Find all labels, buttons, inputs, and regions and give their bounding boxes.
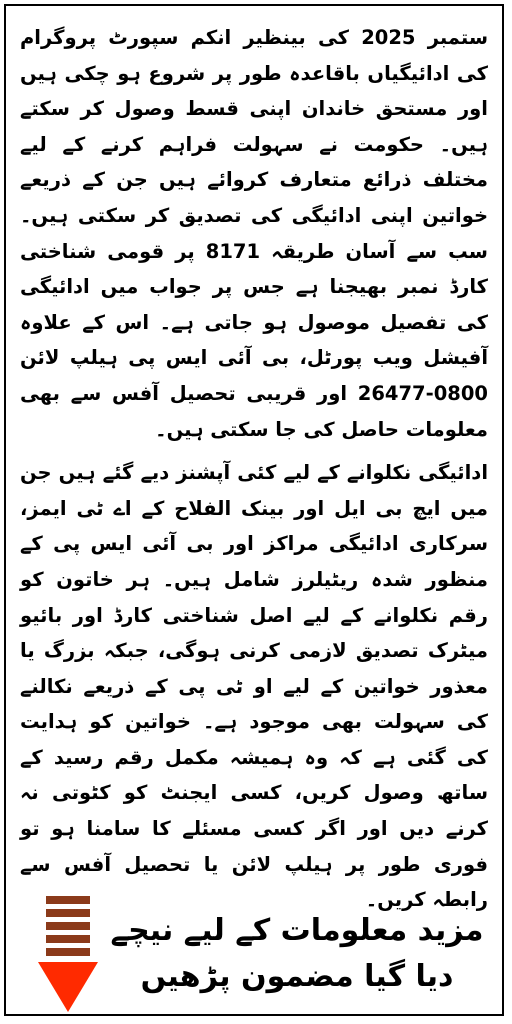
article-card [4, 4, 504, 1016]
read-more-text[interactable] [108, 908, 486, 1000]
arrow-stripe-5 [46, 948, 90, 956]
read-more-banner[interactable] [16, 894, 492, 1018]
down-arrow-icon [38, 896, 98, 1014]
arrow-head [38, 962, 98, 1012]
arrow-stripe-2 [46, 909, 90, 917]
arrow-stripe-4 [46, 935, 90, 943]
cta-line-2: دیا گیا مضمون پڑھیں [140, 959, 454, 994]
article-paragraph-1: ستمبر 2025 کی بینظیر انکم سپورٹ پروگرام کی ادائیگیاں باقاعدہ طور پر شروع ہو چکی ہیں اور مستحق خاندان اپنی قسط وصول کر سکتے ہیں۔ حکومت نے سہولت فراہم کرنے کے لیے مختلف ذرائع متعارف کروائے ہیں جن کے ذریعے خواتین اپنی ادائیگی کی تصدیق کر سکتی ہیں۔ سب سے آسان طریقہ 8171 پر قومی شناختی کارڈ نمبر بھیجنا ہے جس پر جواب میں ادائیگی کی تفصیل موصول ہو جاتی ہے۔ اس کے علاوہ آفیشل ویب پورٹل، بی آئی ایس پی ہیلپ لائن 0800-26477 اور قریبی تحصیل آفس سے بھی معلومات حاصل کی جا سکتی ہیں۔ [20, 26, 488, 441]
cta-line-1: مزید معلومات کے لیے نیچے [110, 913, 484, 948]
arrow-stripe-1 [46, 896, 90, 904]
article-paragraph-2: ادائیگی نکلوانے کے لیے کئی آپشنز دیے گئے ہیں جن میں ایچ بی ایل اور بینک الفلاح کے اے ٹی ایمز، سرکاری ادائیگی مراکز اور بی آئی ایس پی کے منظور شدہ ریٹیلرز شامل ہیں۔ ہر خاتون کو رقم نکلوانے کے لیے اصل شناختی کارڈ اور بائیو میٹرک تصدیق لازمی کرنی ہوگی، جبکہ بزرگ یا معذور خواتین کے لیے او ٹی پی کے ذریعے نکالنے کی سہولت بھی موجود ہے۔ خواتین کو ہدایت کی گئی ہے کہ وہ ہمیشہ مکمل رقم رسید کے ساتھ وصول کریں، کسی ایجنٹ کو کٹوتی نہ کرنے دیں اور اگر کسی مسئلے کا سامنا ہو تو فوری طور پر ہیلپ لائن یا تحصیل آفس سے رابطہ کریں۔ [20, 461, 488, 912]
arrow-stripe-3 [46, 922, 90, 930]
article-body [20, 20, 488, 918]
